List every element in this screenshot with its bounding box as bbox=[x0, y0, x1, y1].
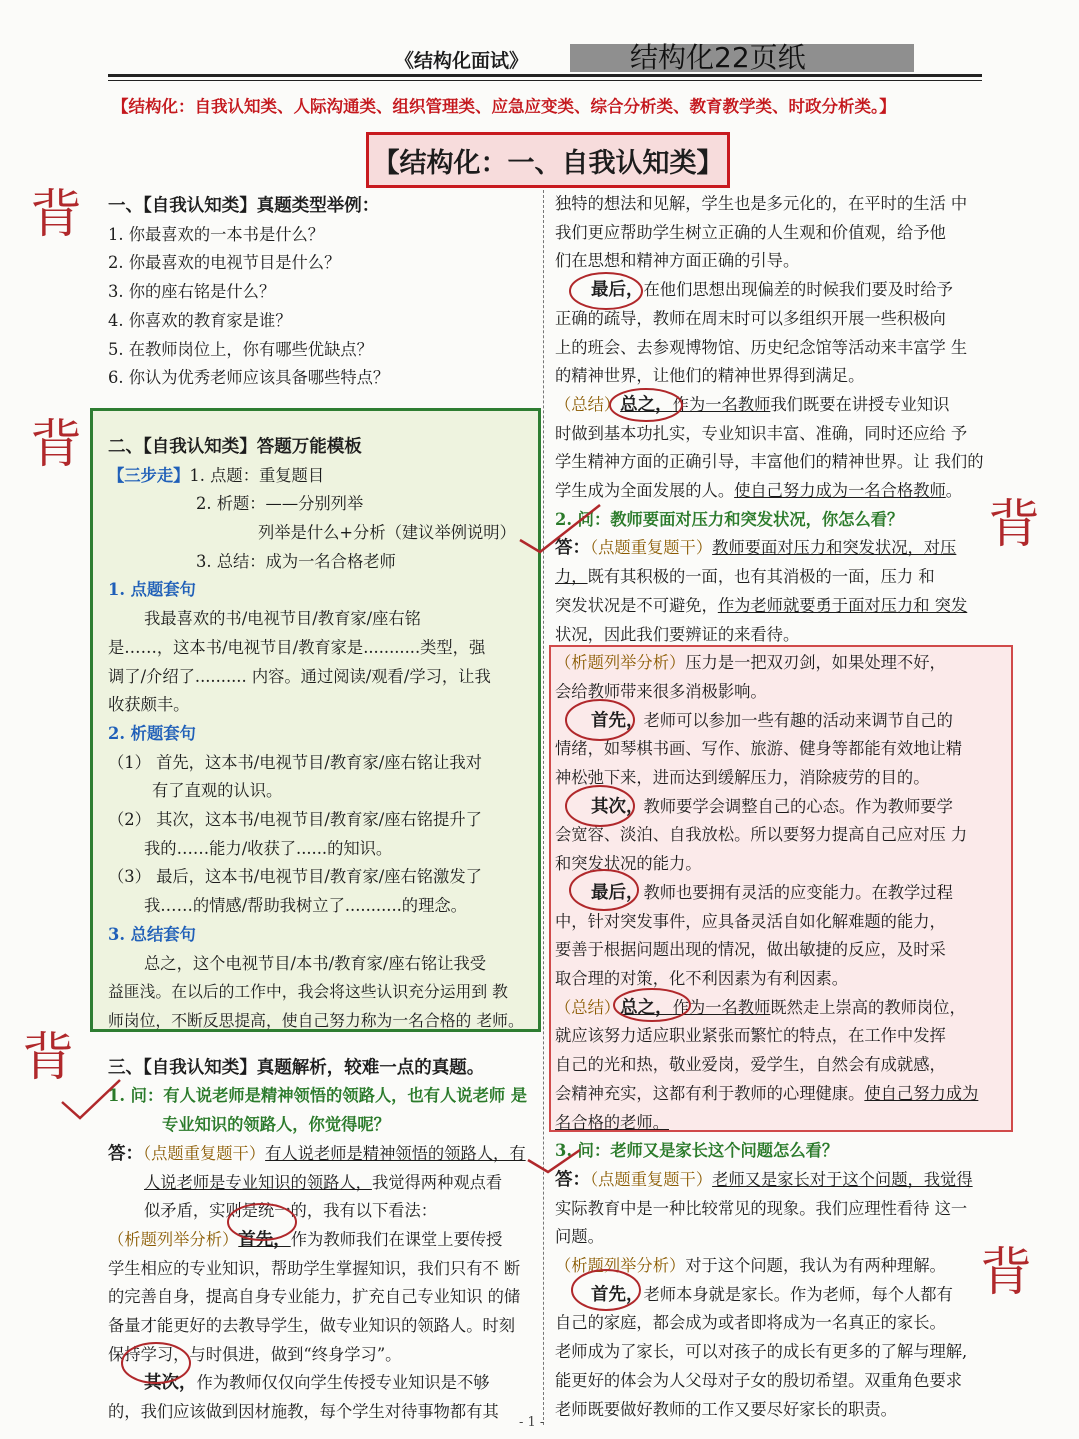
answer-text: 保持学习，与时俱进，做到“终身学习”。 bbox=[108, 1344, 402, 1364]
template-line: （1） 首先，这本书/电视节目/教育家/座右铭让我对 bbox=[108, 752, 482, 772]
part2-heading: 二、【自我认知类】答题万能模板 bbox=[108, 436, 362, 457]
template-line: 我……的情感/帮助我树立了...........的理念。 bbox=[144, 896, 467, 916]
circle-mark bbox=[122, 1343, 190, 1383]
template-3-title: 3. 总结套句 bbox=[108, 924, 196, 944]
answer-text: 使自己努力成为 bbox=[864, 1083, 979, 1103]
example-item: 6. 你认为优秀老师应该具备哪些特点？ bbox=[108, 368, 390, 388]
answer-text: 独特的想法和见解，学生也是多元化的，在平时的生活 中 bbox=[555, 194, 968, 213]
answer-text: 在他们思想出现偏差的时候我们要及时给予 bbox=[643, 280, 953, 300]
template-line: 我的……能力/收获了......的知识。 bbox=[144, 838, 393, 858]
template-line: 收获颇丰。 bbox=[108, 695, 190, 715]
circle-mark bbox=[570, 870, 638, 910]
answer-text: 老师既要做好教师的工作又要尽好家长的职责。 bbox=[555, 1399, 897, 1419]
answer-text: 我们更应帮助学生树立正确的人生观和价值观，给予他 bbox=[555, 222, 946, 242]
example-item: 4. 你喜欢的教育家是谁？ bbox=[108, 310, 292, 330]
point-label: （点题重复题干） bbox=[590, 538, 713, 558]
answer-text: 情绪，如琴棋书画、写作、旅游、健身等都能有效地让精 bbox=[555, 739, 963, 759]
handwritten-mark: 背 bbox=[22, 1028, 75, 1088]
analysis-label: （析题列举分析） bbox=[555, 653, 686, 673]
answer-text: 备量才能更好的去教导学生，做专业知识的领路人。时刻 bbox=[108, 1316, 516, 1336]
answer-text: 们在思想和精神方面正确的引导。 bbox=[555, 251, 800, 271]
circle-mark bbox=[610, 389, 682, 421]
answer-text: 既有其积极的一面，也有其消极的一面，压力 和 bbox=[587, 567, 935, 587]
summary-label: （总结） bbox=[555, 997, 621, 1017]
example-item: 5. 在教师岗位上，你有哪些优缺点？ bbox=[108, 339, 373, 359]
check-mark-icon bbox=[520, 505, 600, 552]
answer-text: 就应该努力适应职业紧张而繁忙的特点，在工作中发挥 bbox=[555, 1026, 946, 1046]
answer-label: 答： bbox=[555, 538, 590, 559]
in-sum-label: 总之， bbox=[620, 394, 673, 415]
question-1: 1. 问：有人说老师是精神领悟的领路人，也有人说老师 是 bbox=[108, 1086, 528, 1106]
answer-text: 老师可以参加一些有趣的活动来调节自己的 bbox=[643, 710, 953, 730]
part3-heading: 三、【自我认知类】真题解析，较难一点的真题。 bbox=[108, 1057, 485, 1078]
circle-mark bbox=[570, 273, 642, 309]
template-line: （2） 其次，这本书/电视节目/教育家/座右铭提升了 bbox=[108, 810, 482, 830]
answer-text: 作为教师我们在课堂上要传授 bbox=[290, 1229, 503, 1249]
answer-text: 自己的光和热，敬业爱岗，爱学生，自然会有成就感， bbox=[555, 1055, 946, 1075]
answer-text: 老师又是家长对于这个问题，我觉得 bbox=[712, 1169, 973, 1189]
answer-text: 对于这个问题，我认为有两种理解。 bbox=[685, 1256, 946, 1276]
analysis-label: （析题列举分析） bbox=[555, 1256, 686, 1276]
answer-text: 取合理的对策，化不利因素为有利因素。 bbox=[555, 968, 849, 988]
circle-mark bbox=[228, 1204, 296, 1240]
page-number: - 1 - bbox=[519, 1415, 545, 1430]
steps-label: 【三步走】 bbox=[108, 465, 190, 485]
example-item: 3. 你的座右铭是什么？ bbox=[108, 282, 276, 302]
point-label: （点题重复题干） bbox=[590, 1169, 713, 1189]
answer-label: 答： bbox=[108, 1143, 143, 1164]
answer-text: 要善于根据问题出现的情况，做出敏捷的反应，及时采 bbox=[555, 940, 946, 960]
answer-text: 力， bbox=[555, 567, 588, 587]
step-2: 2. 析题：——分别列举 bbox=[196, 494, 364, 514]
first-label: 首先， bbox=[591, 710, 644, 731]
answer-text: 作为一名教师 bbox=[672, 394, 771, 414]
answer-text: 的完善自身，提高自身专业能力，扩充自己专业知识 的储 bbox=[108, 1287, 521, 1307]
answer-text: 既然走上崇高的教师岗位， bbox=[770, 997, 966, 1017]
book-title: 《结构化面试》 bbox=[395, 50, 529, 72]
answer-text: 使自己努力成为一名合格教师 bbox=[734, 481, 946, 501]
example-item: 2. 你最喜欢的电视节目是什么？ bbox=[108, 253, 341, 273]
answer-text: 作为一名教师 bbox=[672, 997, 771, 1017]
answer-text: 老师本身就是家长。作为老师，每个人都有 bbox=[643, 1284, 953, 1304]
answer-text: 和突发状况的能力。 bbox=[555, 854, 702, 874]
question-1-cont: 专业知识的领路人，你觉得呢？ bbox=[162, 1115, 390, 1135]
first-label: 首先， bbox=[591, 1284, 644, 1305]
answer-text: 的，我们应该做到因材施教，每个学生对待事物都有其 bbox=[108, 1402, 499, 1422]
circle-mark bbox=[572, 1270, 640, 1310]
answer-label: 答： bbox=[555, 1169, 590, 1190]
template-line: 总之，这个电视节目/本书/教育家/座右铭让我受 bbox=[144, 953, 487, 973]
handwritten-mark: 背 bbox=[988, 495, 1041, 555]
first-label: 首先， bbox=[238, 1229, 291, 1250]
answer-text: 压力是一把双刃剑，如果处理不好， bbox=[685, 653, 946, 673]
second-label: 其次， bbox=[144, 1373, 197, 1394]
answer-text: 能更好的体会为人父母对子女的殷切希望。双重角色要求 bbox=[555, 1370, 963, 1390]
in-sum-label: 总之， bbox=[620, 997, 673, 1018]
answer-text: 作为教师仅仅向学生传授专业知识是不够 bbox=[196, 1373, 490, 1393]
last-label: 最后， bbox=[591, 280, 644, 301]
handwritten-mark: 背 bbox=[980, 1243, 1033, 1303]
answer-text: 状况，因此我们要辨证的来看待。 bbox=[555, 624, 800, 644]
part1-heading: 一、【自我认知类】真题类型举例： bbox=[108, 196, 380, 216]
circle-mark bbox=[614, 989, 690, 1021]
answer-text: 问题。 bbox=[555, 1227, 604, 1247]
answer-text: 似矛盾，实则是统一的，我有以下看法： bbox=[144, 1201, 438, 1221]
handwritten-mark: 背 bbox=[30, 185, 83, 245]
answer-text: 我觉得两种观点看 bbox=[371, 1172, 503, 1192]
answer-text: 教师要面对压力和突发状况，对压 bbox=[712, 538, 957, 558]
step-1: 1. 点题：重复题目 bbox=[189, 465, 325, 485]
stamp-text: 结构化22页纸 bbox=[630, 41, 806, 74]
section-title: 【结构化：一、自我认知类】 bbox=[366, 132, 730, 188]
answer-text: 中，针对突发事件，应具备灵活自如化解难题的能力， bbox=[555, 911, 946, 931]
answer-text: 学生相应的专业知识，帮助学生掌握知识，我们只有不 断 bbox=[108, 1258, 521, 1278]
summary-label: （总结） bbox=[555, 394, 621, 414]
answer-text: 教师要学会调整自己的心态。作为教师要学 bbox=[643, 796, 953, 816]
example-item: 1. 你最喜欢的一本书是什么？ bbox=[108, 224, 325, 244]
template-line: 调了/介绍了.......... 内容。通过阅读/观看/学习，让我 bbox=[108, 666, 491, 686]
template-line: 我最喜欢的书/电视节目/教育家/座右铭 bbox=[144, 609, 421, 629]
answer-text: 我们既要在讲授专业知识 bbox=[770, 394, 950, 414]
template-line: 益匪浅。在以后的工作中，我会将这些认识充分运用到 教 bbox=[108, 982, 508, 1002]
check-mark-icon bbox=[528, 1150, 580, 1172]
answer-text: 名合格的老师。 bbox=[555, 1112, 669, 1132]
question-2: 2. 问：教师要面对压力和突发状况，你怎么看？ bbox=[555, 509, 904, 529]
answer-text: 。 bbox=[945, 481, 963, 501]
answer-text: 时做到基本功扎实，专业知识丰富、准确，同时还应给 予 bbox=[555, 423, 968, 443]
template-line: （3） 最后，这本书/电视节目/教育家/座右铭激发了 bbox=[108, 867, 482, 887]
answer-text: 会精神充实，这都有利于教师的心理健康。 bbox=[555, 1083, 865, 1103]
analysis-label: （析题列举分析） bbox=[108, 1229, 239, 1249]
circle-mark bbox=[566, 786, 634, 826]
answer-text: 教师也要拥有灵活的应变能力。在教学过程 bbox=[643, 882, 953, 902]
template-2-title: 2. 析题套句 bbox=[108, 723, 196, 743]
answer-text: 会宽容、淡泊、自我放松。所以要努力提高自己应对压 力 bbox=[555, 825, 968, 845]
point-label: （点题重复题干） bbox=[143, 1143, 266, 1163]
answer-text: 上的班会、去参观博物馆、历史纪念馆等活动来丰富学 生 bbox=[555, 337, 968, 357]
second-label: 其次， bbox=[591, 796, 644, 817]
answer-text: 神松弛下来，进而达到缓解压力，消除疲劳的目的。 bbox=[555, 768, 930, 788]
template-1-title: 1. 点题套句 bbox=[108, 580, 196, 600]
category-list: 【结构化：自我认知类、人际沟通类、组织管理类、应急应变类、综合分析类、教育教学类、时政分析类。】 bbox=[112, 97, 896, 116]
handwritten-mark: 背 bbox=[30, 415, 83, 475]
answer-text: 学生成为全面发展的人。 bbox=[555, 481, 735, 501]
step-2-detail: 列举是什么+分析（建议举例说明） bbox=[258, 523, 516, 543]
template-line: 师岗位，不断反思提高，使自己努力称为一名合格的 老师。 bbox=[108, 1010, 524, 1030]
answer-text: 人说老师是专业知识的领路人， bbox=[144, 1172, 372, 1192]
answer-text: 有人说老师是精神领悟的领路人，有 bbox=[265, 1143, 526, 1163]
answer-text: 会给教师带来很多消极影响。 bbox=[555, 681, 767, 701]
last-label: 最后， bbox=[591, 882, 644, 903]
answer-text: 学生精神方面的正确引导，丰富他们的精神世界。让 我们的 bbox=[555, 452, 984, 472]
answer-text: 的精神世界，让他们的精神世界得到满足。 bbox=[555, 366, 865, 386]
question-3: 3. 问：老师又是家长这个问题怎么看？ bbox=[555, 1141, 839, 1161]
answer-text: 正确的疏导，教师在周末时可以多组织开展一些积极向 bbox=[555, 308, 946, 328]
template-line: 有了直观的认识。 bbox=[152, 781, 283, 801]
answer-text: 作为老师就要勇于面对压力和 突发 bbox=[717, 595, 968, 615]
template-line: 是……，这本书/电视节目/教育家是...........类型，强 bbox=[108, 637, 486, 657]
answer-text: 实际教育中是一种比较常见的现象。我们应理性看待 这一 bbox=[555, 1198, 968, 1218]
check-mark-icon bbox=[62, 1080, 120, 1118]
answer-text: 自己的家庭，都会成为或者即将成为一名真正的家长。 bbox=[555, 1313, 946, 1333]
circle-mark bbox=[566, 700, 634, 740]
answer-text: 老师成为了家长，可以对孩子的成长有更多的了解与理解, bbox=[555, 1342, 968, 1362]
step-3: 3. 总结：成为一名合格老师 bbox=[196, 551, 396, 571]
answer-text: 突发状况是不可避免， bbox=[555, 595, 718, 615]
